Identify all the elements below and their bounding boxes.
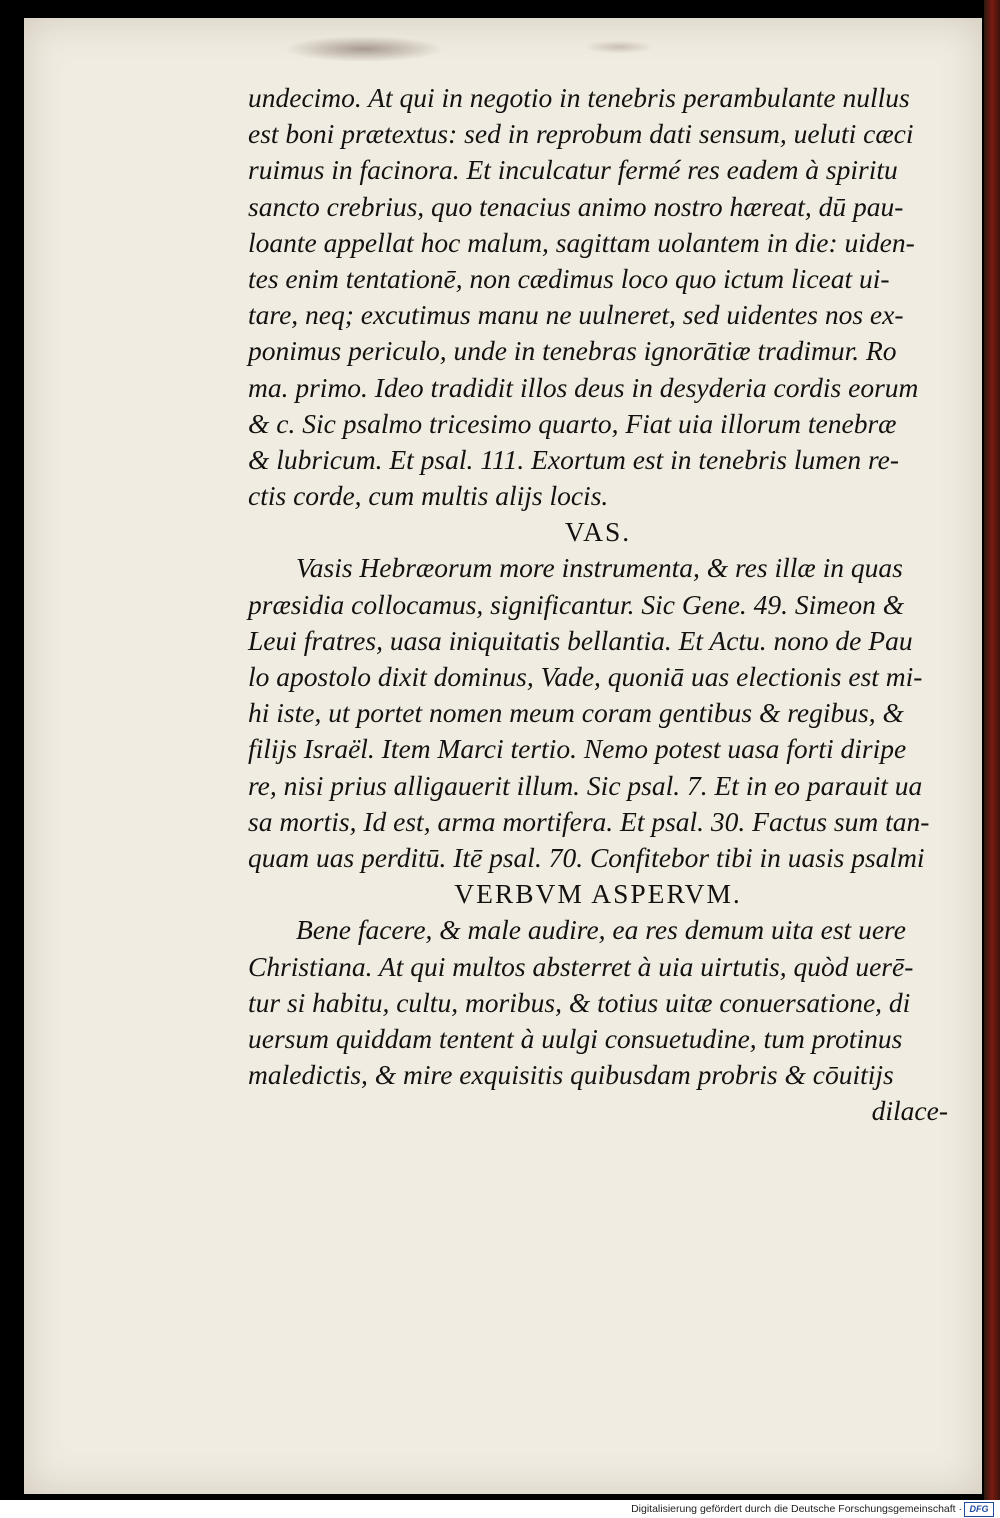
section-heading-verbum-asperum: VERBVM ASPERVM. [454,878,742,910]
text-line: filijs Israël. Item Marci tertio. Nemo potest uasa forti diripe [248,733,907,765]
dfg-logo: DFG [964,1502,994,1517]
text-line: Vasis Hebræorum more instrumenta, & res illæ in quas [296,552,903,584]
text-line: & c. Sic psalmo tricesimo quarto, Fiat uia illorum tenebræ [248,407,897,439]
book-spine-edge [984,0,1000,1500]
text-line: Bene facere, & male audire, ea res demum uita est uere [296,914,906,946]
footer-credit-text: Digitalisierung gefördert durch die Deutsche Forschungsgemeinschaft · [631,1503,962,1515]
text-line: quam uas perditū. Itē psal. 70. Confitebor tibi in uasis psalmi [248,841,925,873]
text-line: loante appellat hoc malum, sagittam uolantem in die: uiden- [248,226,915,258]
text-line: Leui fratres, uasa iniquitatis bellantia. Et Actu. nono de Pau [248,624,913,656]
text-line: ctis corde, cum multis alijs locis. [248,480,609,512]
text-line: undecimo. At qui in negotio in tenebris perambulante nullus [248,82,910,113]
text-line: tur si habitu, cultu, moribus, & totius uitæ conuersatione, di [248,986,911,1018]
catchword: dilace- [871,1095,948,1127]
text-line: præsidia collocamus, significantur. Sic Gene. 49. Simeon & [248,588,905,620]
text-line: & lubricum. Et psal. 111. Exortum est in tenebris lumen re- [248,443,900,475]
digitization-footer [0,1500,1000,1518]
text-line: tare, neq; excutimus manu ne uulneret, sed uidentes nos ex- [248,299,904,331]
text-line: est boni prætextus: sed in reprobum dati sensum, ueluti cæci [248,118,914,150]
text-line: maledictis, & mire exquisitis quibusdam probris & cōuitijs [248,1059,894,1091]
text-line: lo apostolo dixit dominus, Vade, quoniā uas electionis est mi- [248,661,923,692]
text-line: uersum quiddam tentent à uulgi consuetudine, tum protinus [248,1022,903,1054]
text-line: tes enim tentationē, non cædimus loco quo ictum liceat ui- [248,262,890,294]
text-line: ruimus in facinora. Et inculcatur fermé res eadem à spiritu [248,154,898,186]
text-line: sa mortis, Id est, arma mortifera. Et psal. 30. Factus sum tan- [248,805,930,837]
text-line: re, nisi prius alligauerit illum. Sic psal. 7. Et in eo parauit ua [248,769,923,801]
section-heading-vas: VAS. [564,516,632,548]
page-text-block [248,80,948,1129]
page-stain-small [584,40,654,54]
page-stain [284,36,444,62]
text-line: Christiana. At qui multos absterret à uia uirtutis, quòd uerē- [248,950,914,982]
text-line: ponimus periculo, unde in tenebras ignorātiæ tradimur. Ro [248,335,897,367]
text-line: sancto crebrius, quo tenacius animo nostro hæreat, dū pau- [248,190,904,222]
text-line: hi iste, ut portet nomen meum coram gentibus & regibus, & [248,697,904,729]
text-line: ma. primo. Ideo tradidit illos deus in desyderia cordis eorum [248,371,919,403]
